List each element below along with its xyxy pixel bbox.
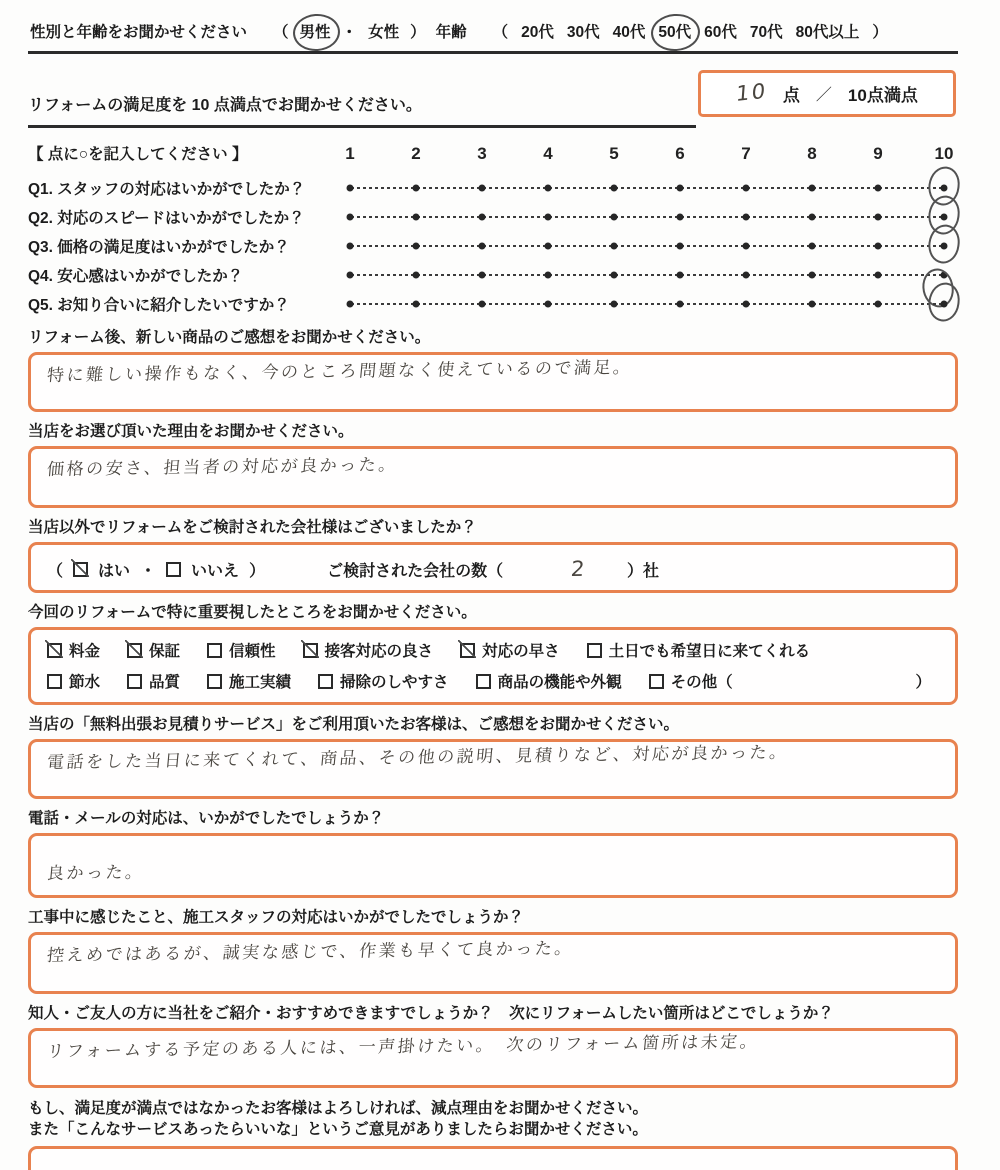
priority-option-easy-clean[interactable]	[318, 670, 449, 692]
checkbox[interactable]	[318, 674, 333, 689]
scale-dot	[809, 213, 816, 220]
rating-scale-q4[interactable]	[350, 260, 944, 289]
option-label: 土日でも希望日に来てくれる	[608, 643, 811, 660]
scale-dot	[743, 242, 750, 249]
scale-dotted-line	[351, 187, 944, 189]
option-label: 商品の機能や外観	[497, 674, 622, 691]
rating-question-label: Q3. 価格の満足度はいかがでしたか？	[28, 238, 290, 256]
scale-dot	[544, 271, 551, 278]
phone-mail-label: 電話・メールの対応は、いかがでしたでしょうか？	[28, 810, 385, 827]
score-slash: ／	[815, 87, 832, 104]
scale-number-4: 4	[543, 144, 553, 163]
scale-dot	[610, 213, 617, 220]
paren-open: （	[273, 24, 289, 41]
scale-dotted-line	[351, 245, 944, 247]
scale-dot	[347, 300, 354, 307]
rating-question-label: Q4. 安心感はいかがでしたか？	[28, 267, 244, 285]
rating-scale-q5[interactable]	[350, 289, 944, 318]
scale-dot	[412, 184, 419, 191]
scale-dot	[809, 242, 816, 249]
checkbox[interactable]	[207, 643, 222, 658]
estimate-service-answer-box[interactable]	[28, 739, 958, 799]
checkbox[interactable]	[649, 674, 664, 689]
scale-dot	[610, 242, 617, 249]
scale-number-2: 2	[411, 144, 421, 163]
scale-number-3: 3	[477, 144, 487, 163]
checkbox[interactable]	[127, 674, 142, 689]
final-label-line2: また「こんなサービスあったらいいな」というご意見がありましたらお聞かせください。	[28, 1121, 648, 1138]
option-label: 掃除のしやすさ	[340, 674, 449, 691]
scale-number-10: 10	[934, 144, 954, 163]
score-unit-label: 点	[782, 86, 800, 105]
scale-dot	[347, 213, 354, 220]
rating-question-label: Q5. お知り合いに紹介したいですか？	[28, 296, 290, 314]
option-label: 対応の早さ	[482, 643, 560, 660]
scale-dot	[347, 271, 354, 278]
rating-scale-q3[interactable]	[350, 231, 944, 260]
handwritten-answer: 価格の安さ、担当者の対応が良かった。	[46, 455, 399, 480]
scale-dotted-line	[351, 303, 944, 305]
yes-label: はい	[98, 562, 131, 580]
option-label: 信頼性	[229, 643, 276, 660]
age-label: 年齢	[435, 24, 467, 41]
checkbox[interactable]	[587, 643, 602, 658]
scale-dot	[677, 184, 684, 191]
option-label: 料金	[69, 643, 101, 660]
satisfaction-question-label: リフォームの満足度を 10 点満点でお聞かせください。	[28, 92, 696, 128]
scale-dot	[677, 300, 684, 307]
construction-staff-answer-box[interactable]	[28, 932, 958, 994]
company-count-label: ご検討された会社の数（	[327, 562, 504, 580]
priority-option-speed[interactable]	[460, 639, 560, 661]
priority-option-features[interactable]	[476, 670, 622, 692]
gender-separator: ・	[341, 24, 358, 41]
other-paren-close: ）	[915, 674, 931, 691]
age-option-20s[interactable]: 20代	[521, 24, 554, 41]
estimate-service-label: 当店の「無料出張お見積りサービス」をご利用頂いたお客様は、ご感想をお聞かせください。	[28, 716, 680, 733]
option-label: 施工実績	[229, 674, 292, 691]
scale-dot	[544, 242, 551, 249]
scale-dot	[875, 242, 882, 249]
paren-open: （	[492, 24, 509, 41]
age-option-70s[interactable]: 70代	[749, 24, 783, 41]
priority-option-track-record[interactable]	[207, 670, 291, 692]
scale-dot	[743, 271, 750, 278]
product-impressions-label: リフォーム後、新しい商品のご感想をお聞かせください。	[28, 329, 431, 346]
scale-dot	[809, 300, 816, 307]
paren-close: ）	[872, 24, 888, 41]
no-label: いいえ	[191, 562, 240, 580]
age-option-60s[interactable]: 60代	[704, 24, 737, 41]
profile-question-label: 性別と年齢をお聞かせください	[30, 24, 248, 41]
rating-row-q2	[28, 202, 958, 231]
scale-dot	[743, 300, 750, 307]
rating-row-q1	[28, 173, 958, 202]
checkbox[interactable]	[47, 643, 62, 658]
checkbox[interactable]	[47, 674, 62, 689]
yes-checkbox[interactable]	[73, 562, 88, 577]
priorities-label: 今回のリフォームで特に重要視したところをお聞かせください。	[28, 604, 477, 621]
no-checkbox[interactable]	[166, 562, 181, 577]
scale-dot	[544, 300, 551, 307]
product-impressions-answer-box[interactable]	[28, 352, 958, 412]
scale-dotted-line	[351, 274, 944, 276]
age-option-40s[interactable]: 40代	[612, 24, 646, 41]
gender-option-male[interactable]: 男性	[300, 20, 331, 42]
scale-dot	[478, 213, 485, 220]
scale-dotted-line	[351, 216, 944, 218]
scale-dot	[544, 184, 551, 191]
rating-scale-q1[interactable]	[350, 173, 944, 202]
paren-open: （	[47, 562, 64, 580]
priority-option-weekend[interactable]	[587, 639, 811, 661]
rating-row-q3	[28, 231, 958, 260]
scale-dot	[544, 213, 551, 220]
handwritten-score-value: 10	[735, 78, 769, 106]
rating-scale-header	[345, 142, 954, 164]
competitors-line	[47, 554, 939, 581]
priority-option-warranty[interactable]	[127, 639, 180, 661]
final-comments-answer-box[interactable]	[28, 1146, 958, 1170]
priority-option-watersaving[interactable]	[47, 670, 100, 692]
option-label: その他（	[670, 674, 733, 691]
checkbox[interactable]	[476, 674, 491, 689]
construction-staff-label: 工事中に感じたこと、施工スタッフの対応はいかがでしたでしょうか？	[28, 909, 525, 926]
scale-number-8: 8	[807, 144, 817, 163]
scale-dot	[610, 184, 617, 191]
handwritten-answer: 良かった。	[46, 862, 146, 884]
scale-dot	[677, 213, 684, 220]
handwritten-answer: 控えめではあるが、誠実な感じで、作業も早くて良かった。	[46, 938, 575, 966]
priority-option-trust[interactable]	[207, 639, 276, 661]
rating-scale-q2[interactable]	[350, 202, 944, 231]
scale-dot	[412, 242, 419, 249]
paren-close: ）	[249, 562, 266, 580]
scale-dot	[478, 184, 485, 191]
scale-dot	[610, 271, 617, 278]
final-label-line1: もし、満足度が満点ではなかったお客様はよろしければ、減点理由をお聞かせください。	[28, 1100, 649, 1117]
choose-reason-label: 当店をお選び頂いた理由をお聞かせください。	[28, 423, 354, 440]
rating-row-q5	[28, 289, 958, 318]
scale-number-5: 5	[609, 144, 619, 163]
scale-dot	[875, 213, 882, 220]
scale-dot	[610, 300, 617, 307]
handwritten-answer	[47, 1146, 940, 1158]
competitors-label: 当店以外でリフォームをご検討された会社様はございましたか？	[28, 519, 477, 536]
scale-number-6: 6	[675, 144, 685, 163]
handwritten-answer: リフォームする予定のある人には、一声掛けたい。 次のリフォーム箇所は未定。	[46, 1032, 761, 1062]
priorities-box	[28, 627, 958, 705]
competitors-answer-box	[28, 542, 958, 593]
priorities-row-1	[47, 639, 939, 661]
handwritten-company-count[interactable]: 2	[570, 556, 589, 581]
scale-dot	[478, 271, 485, 278]
rating-header	[28, 142, 958, 164]
gender-options-group	[273, 20, 426, 42]
scale-dot	[347, 242, 354, 249]
choose-reason-answer-box[interactable]	[28, 446, 958, 508]
rating-row-q4	[28, 260, 958, 289]
priority-option-quality[interactable]	[127, 670, 180, 692]
rating-question-label: Q2. 対応のスピードはいかがでしたか？	[28, 209, 305, 227]
option-separator: ・	[140, 562, 157, 580]
option-label: 節水	[69, 674, 101, 691]
checkbox[interactable]	[460, 643, 475, 658]
scale-dot	[412, 213, 419, 220]
scale-dot	[347, 184, 354, 191]
scale-number-7: 7	[741, 144, 751, 163]
scale-dot	[875, 271, 882, 278]
scale-number-1: 1	[345, 144, 355, 163]
age-options-group	[493, 20, 888, 42]
paren-close: ）	[410, 24, 426, 41]
scale-dot	[677, 242, 684, 249]
company-count-suffix: ）社	[626, 562, 659, 580]
referral-label: 知人・ご友人の方に当社をご紹介・おすすめできますでしょうか？ 次にリフォームしたい箇所はどこでしょうか？	[28, 1005, 834, 1022]
rating-instruction: 【 点に○を記入してください 】	[28, 146, 248, 163]
satisfaction-section	[28, 70, 958, 128]
handwritten-answer: 特に難しい操作もなく、今のところ問題なく使えているので満足。	[46, 357, 634, 386]
option-label: 品質	[149, 674, 181, 691]
score-max-label: 10点満点	[847, 86, 918, 105]
rating-grid	[28, 142, 958, 318]
checkbox[interactable]	[303, 643, 318, 658]
final-comments-label	[28, 1098, 958, 1140]
scale-dot	[677, 271, 684, 278]
scale-number-9: 9	[873, 144, 883, 163]
option-label: 接客対応の良さ	[324, 643, 434, 660]
checkbox[interactable]	[207, 674, 222, 689]
scale-dot	[743, 184, 750, 191]
priority-option-other[interactable]	[649, 670, 733, 692]
priorities-row-2	[47, 670, 939, 692]
scale-dot	[809, 184, 816, 191]
option-label: 保証	[149, 643, 181, 660]
scale-dot	[478, 300, 485, 307]
scale-dot	[478, 242, 485, 249]
scale-dot	[412, 300, 419, 307]
gender-option-female[interactable]: 女性	[368, 24, 400, 41]
age-option-30s[interactable]: 30代	[566, 24, 600, 41]
scale-dot	[412, 271, 419, 278]
checkbox[interactable]	[127, 643, 142, 658]
referral-answer-box[interactable]	[28, 1028, 958, 1088]
rating-question-label: Q1. スタッフの対応はいかがでしたか？	[28, 180, 306, 198]
profile-section	[28, 16, 958, 54]
age-option-80s-plus[interactable]: 80代以上	[795, 24, 860, 41]
scale-dot	[875, 184, 882, 191]
priority-option-fee[interactable]	[47, 639, 100, 661]
scale-dot	[809, 271, 816, 278]
phone-mail-answer-box[interactable]	[28, 833, 958, 898]
satisfaction-score-box[interactable]	[698, 70, 956, 117]
scale-dot	[875, 300, 882, 307]
age-option-50s[interactable]: 50代	[658, 20, 691, 42]
priority-option-service[interactable]	[303, 639, 434, 661]
scale-dot	[743, 213, 750, 220]
handwritten-answer: 電話をした当日に来てくれて、商品、その他の説明、見積りなど、対応が良かった。	[46, 742, 790, 773]
